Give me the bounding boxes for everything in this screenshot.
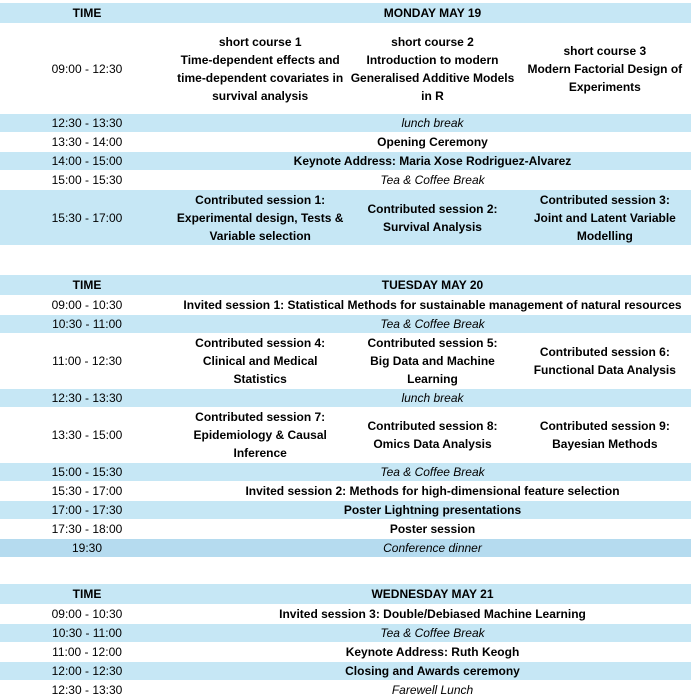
short-course-title: Introduction to modern Generalised Additive Models in R	[350, 52, 515, 103]
session-title: Clinical and Medical Statistics	[202, 354, 318, 386]
session-title: Omics Data Analysis	[373, 437, 492, 451]
time-cell: 17:30 - 18:00	[0, 520, 174, 539]
lunch-row	[0, 114, 691, 133]
day-header: TUESDAY MAY 20	[174, 275, 691, 296]
invited-session-text: Invited session 2: Methods for high-dimensional feature selection	[174, 482, 691, 501]
tea-break-text: Tea & Coffee Break	[174, 624, 691, 643]
wednesday-schedule-table	[0, 584, 691, 700]
lunch-row	[0, 389, 691, 408]
contributed-session-9	[519, 408, 691, 463]
session-label: Contributed session 9:	[539, 419, 670, 433]
invited-session-3-row	[0, 605, 691, 624]
time-cell: 09:00 - 10:30	[0, 605, 174, 624]
closing-ceremony-text: Closing and Awards ceremony	[174, 662, 691, 681]
invited-session-1-row	[0, 296, 691, 315]
time-cell: 13:30 - 15:00	[0, 408, 174, 463]
invited-session-text: Invited session 1: Statistical Methods for sustainable management of natural resources	[174, 296, 691, 315]
time-cell: 10:30 - 11:00	[0, 315, 174, 334]
tea-break-text: Tea & Coffee Break	[174, 171, 691, 190]
short-courses-row	[0, 24, 691, 114]
session-title: Experimental design, Tests & Variable selection	[176, 210, 344, 243]
short-course-2	[346, 24, 518, 114]
time-cell: 09:00 - 10:30	[0, 296, 174, 315]
short-course-title: Modern Factorial Design of Experiments	[527, 61, 683, 94]
time-cell: 17:00 - 17:30	[0, 501, 174, 520]
conference-dinner-text: Conference dinner	[174, 539, 691, 558]
time-cell: 13:30 - 14:00	[0, 133, 174, 152]
session-label: Contributed session 2:	[367, 201, 498, 216]
monday-schedule-table	[0, 3, 691, 246]
monday-header-row	[0, 3, 691, 24]
session-label: Contributed session 6:	[539, 345, 670, 359]
short-course-label: short course 1	[218, 34, 302, 49]
poster-session-row	[0, 520, 691, 539]
session-label: Contributed session 8:	[367, 419, 498, 433]
session-title: Survival Analysis	[383, 219, 482, 234]
day-header: WEDNESDAY MAY 21	[174, 584, 691, 605]
time-cell: 15:30 - 17:00	[0, 482, 174, 501]
day-header: MONDAY MAY 19	[174, 3, 691, 24]
keynote-text: Keynote Address: Maria Xose Rodriguez-Alvarez	[174, 152, 691, 171]
poster-lightning-text: Poster Lightning presentations	[174, 501, 691, 520]
contributed-session-5	[346, 334, 518, 389]
tea-break-text: Tea & Coffee Break	[174, 463, 691, 482]
tea-break-row	[0, 171, 691, 190]
time-column-header: TIME	[0, 584, 174, 605]
keynote-text: Keynote Address: Ruth Keogh	[174, 643, 691, 662]
session-title: Epidemiology & Causal Inference	[193, 428, 327, 460]
farewell-lunch-row	[0, 681, 691, 700]
opening-ceremony-text: Opening Ceremony	[174, 133, 691, 152]
contributed-session-1	[174, 190, 346, 246]
time-cell: 15:30 - 17:00	[0, 190, 174, 246]
opening-row	[0, 133, 691, 152]
contributed-session-3	[519, 190, 691, 246]
session-title: Functional Data Analysis	[533, 363, 676, 377]
time-cell: 12:30 - 13:30	[0, 114, 174, 133]
closing-row	[0, 662, 691, 681]
conference-dinner-row	[0, 539, 691, 558]
session-label: Contributed session 7:	[195, 410, 326, 424]
contributed-sessions-row	[0, 190, 691, 246]
tea-break-row	[0, 463, 691, 482]
time-cell: 15:00 - 15:30	[0, 463, 174, 482]
time-cell: 19:30	[0, 539, 174, 558]
short-course-1	[174, 24, 346, 114]
session-title: Joint and Latent Variable Modelling	[533, 210, 676, 243]
contributed-session-7	[174, 408, 346, 463]
contributed-sessions-row	[0, 408, 691, 463]
invited-session-text: Invited session 3: Double/Debiased Machine Learning	[174, 605, 691, 624]
contributed-sessions-row	[0, 334, 691, 389]
time-cell: 12:30 - 13:30	[0, 389, 174, 408]
keynote-row	[0, 643, 691, 662]
farewell-lunch-text: Farewell Lunch	[174, 681, 691, 700]
contributed-session-2	[346, 190, 518, 246]
poster-session-text: Poster session	[174, 520, 691, 539]
session-label: Contributed session 4:	[195, 336, 326, 350]
time-cell: 14:00 - 15:00	[0, 152, 174, 171]
time-cell: 11:00 - 12:00	[0, 643, 174, 662]
time-column-header: TIME	[0, 275, 174, 296]
contributed-session-4	[174, 334, 346, 389]
tuesday-header-row	[0, 275, 691, 296]
time-cell: 09:00 - 12:30	[0, 24, 174, 114]
session-label: Contributed session 3:	[539, 192, 670, 207]
short-course-label: short course 2	[391, 34, 474, 49]
tea-break-row	[0, 315, 691, 334]
tuesday-schedule-table	[0, 275, 691, 558]
time-cell: 11:00 - 12:30	[0, 334, 174, 389]
lunch-break-text: lunch break	[174, 114, 691, 133]
session-label: Contributed session 5:	[367, 336, 498, 350]
session-label: Contributed session 1:	[195, 192, 326, 207]
session-title: Big Data and Machine Learning	[370, 354, 495, 386]
contributed-session-6	[519, 334, 691, 389]
tea-break-text: Tea & Coffee Break	[174, 315, 691, 334]
short-course-3	[519, 24, 691, 114]
time-cell: 12:30 - 13:30	[0, 681, 174, 700]
invited-session-2-row	[0, 482, 691, 501]
short-course-label: short course 3	[563, 43, 647, 58]
wednesday-header-row	[0, 584, 691, 605]
contributed-session-8	[346, 408, 518, 463]
session-title: Bayesian Methods	[552, 437, 658, 451]
tea-break-row	[0, 624, 691, 643]
lunch-break-text: lunch break	[174, 389, 691, 408]
time-cell: 15:00 - 15:30	[0, 171, 174, 190]
short-course-title: Time-dependent effects and time-dependent covariates in survival analysis	[177, 52, 344, 103]
keynote-row	[0, 152, 691, 171]
time-cell: 10:30 - 11:00	[0, 624, 174, 643]
poster-lightning-row	[0, 501, 691, 520]
time-cell: 12:00 - 12:30	[0, 662, 174, 681]
time-column-header: TIME	[0, 3, 174, 24]
